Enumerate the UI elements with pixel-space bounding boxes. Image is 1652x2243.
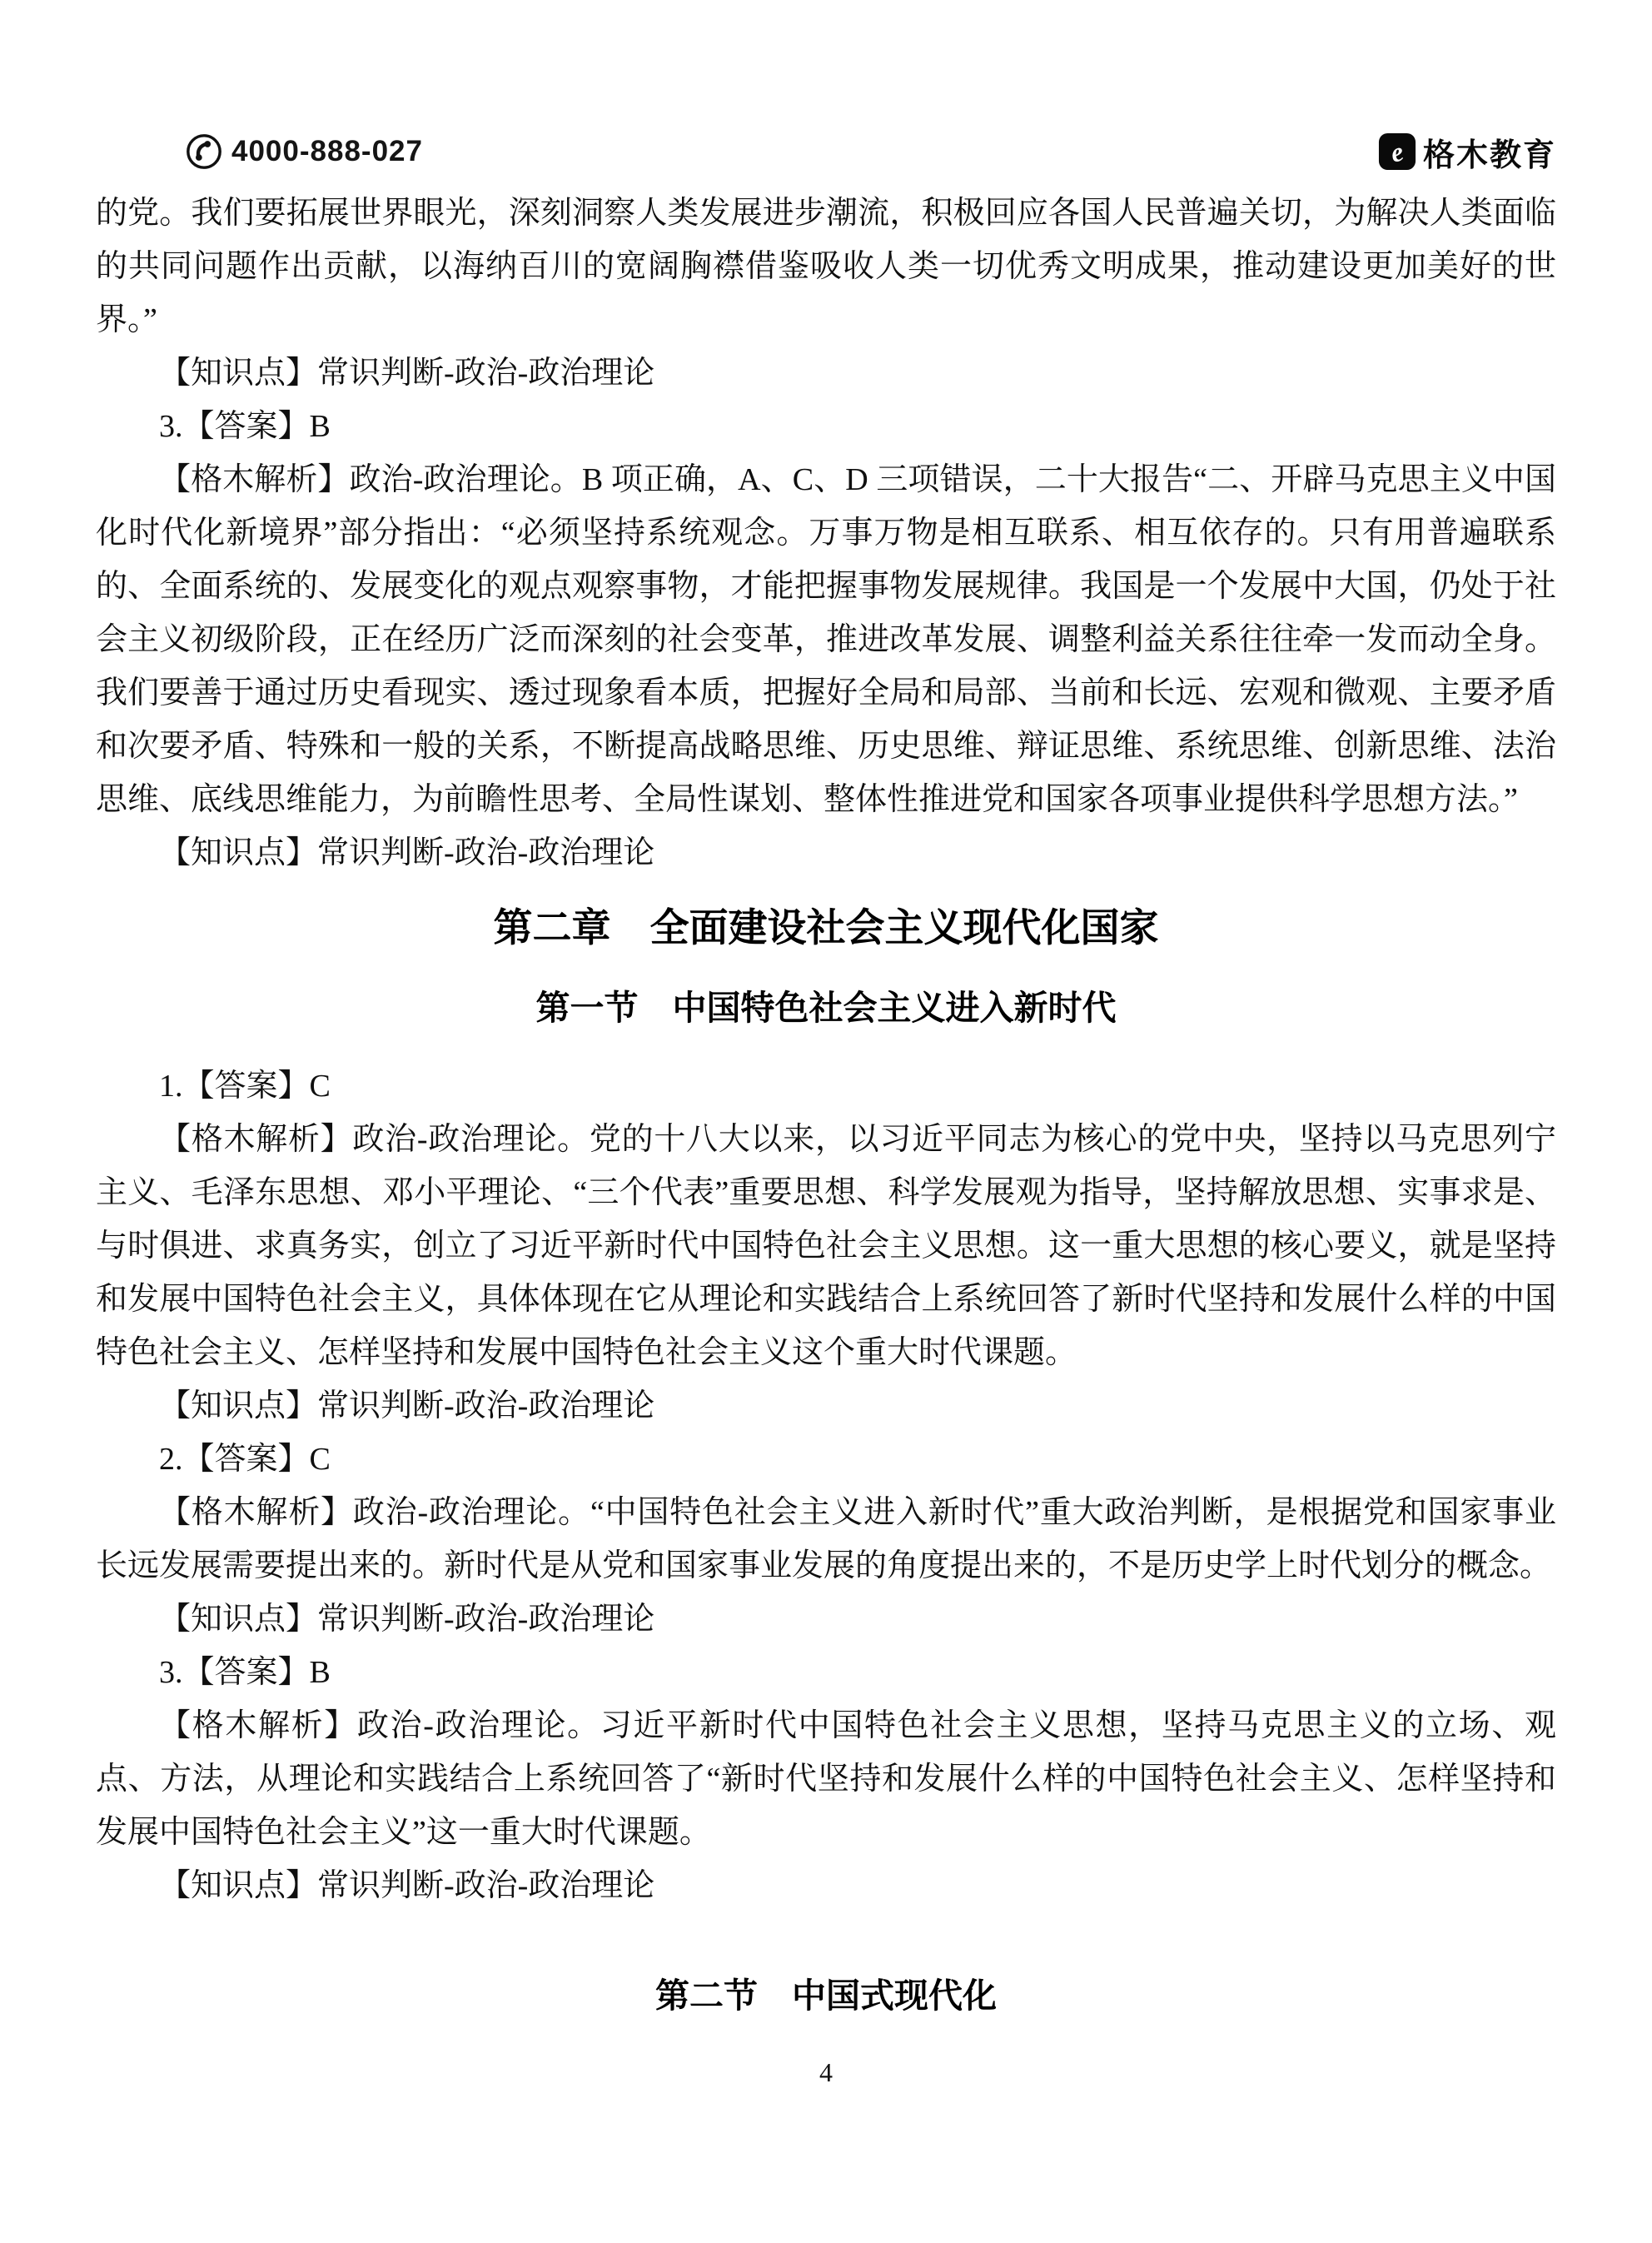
phone-icon <box>185 132 223 171</box>
analysis-paragraph: 【格木解析】政治-政治理论。“中国特色社会主义进入新时代”重大政治判断，是根据党和国家事业长远发展需要提出来的。新时代是从党和国家事业发展的角度提出来的，不是历史学上时代划分的概念。 <box>96 1495 1556 1583</box>
page-number: 4 <box>819 2057 833 2087</box>
analysis-paragraph: 【格木解析】政治-政治理论。B 项正确，A、C、D 三项错误，二十大报告“二、开辟马克思主义中国化时代化新境界”部分指出：“必须坚持系统观念。万事万物是相互联系、相互依存的。只有用普遍联系的、全面系统的、发展变化的观点观察事物，才能把握事物发展规律。我国是一个发展中大国，仍处于社会主义初级阶段，正在经历广泛而深刻的社会变革，推进改革发展、调整利益关系往往牵一发而动全身。我们要善于通过历史看现实、透过现象看本质，把握好全局和局部、当前和长远、宏观和微观、主要矛盾和次要矛盾、特殊和一般的关系，不断提高战略思维、历史思维、辩证思维、系统思维、创新思维、法治思维、底线思维能力，为前瞻性思考、全局性谋划、整体性推进党和国家各项事业提供科学思想方法。” <box>96 462 1556 817</box>
answer-line: 1.【答案】C <box>159 1069 331 1104</box>
knowledge-point: 【知识点】常识判断-政治-政治理论 <box>159 1868 655 1903</box>
page-header <box>92 130 1556 173</box>
section-heading: 第一节 中国特色社会主义进入新时代 <box>535 989 1117 1027</box>
document-body <box>96 187 1556 2099</box>
gemu-logo-icon <box>1378 132 1416 171</box>
answer-line: 3.【答案】B <box>159 409 331 444</box>
section-heading: 第二节 中国式现代化 <box>655 1976 997 2015</box>
svg-text:e: e <box>1387 137 1407 169</box>
answer-line: 2.【答案】C <box>159 1442 331 1477</box>
chapter-heading: 第二章 全面建设社会主义现代化国家 <box>493 905 1159 950</box>
analysis-paragraph: 【格木解析】政治-政治理论。党的十八大以来，以习近平同志为核心的党中央，坚持以马克思列宁主义、毛泽东思想、邓小平理论、“三个代表”重要思想、科学发展观为指导，坚持解放思想、实事求是、与时俱进、求真务实，创立了习近平新时代中国特色社会主义思想。这一重大思想的核心要义，就是坚持和发展中国特色社会主义，具体体现在它从理论和实践结合上系统回答了新时代坚持和发展什么样的中国特色社会主义、怎样坚持和发展中国特色社会主义这个重大时代课题。 <box>96 1122 1556 1370</box>
knowledge-point: 【知识点】常识判断-政治-政治理论 <box>159 1388 655 1423</box>
phone-number: 4000-888-027 <box>231 135 423 167</box>
analysis-paragraph: 【格木解析】政治-政治理论。习近平新时代中国特色社会主义思想，坚持马克思主义的立场、观点、方法，从理论和实践结合上系统回答了“新时代坚持和发展什么样的中国特色社会主义、怎样坚持和发展中国特色社会主义”这一重大时代课题。 <box>96 1708 1556 1850</box>
answer-line: 3.【答案】B <box>159 1655 331 1690</box>
knowledge-point: 【知识点】常识判断-政治-政治理论 <box>159 835 655 870</box>
knowledge-point: 【知识点】常识判断-政治-政治理论 <box>159 1602 655 1637</box>
paragraph-continuation: 的党。我们要拓展世界眼光，深刻洞察人类发展进步潮流，积极回应各国人民普遍关切，为解决人类面临的共同问题作出贡献，以海纳百川的宽阔胸襟借鉴吸收人类一切优秀文明成果，推动建设更加美好的世界。” <box>96 196 1556 337</box>
knowledge-point: 【知识点】常识判断-政治-政治理论 <box>159 356 655 391</box>
brand-name: 格木教育 <box>1422 137 1556 173</box>
brand-logo <box>1378 129 1556 175</box>
contact-phone <box>185 132 423 171</box>
